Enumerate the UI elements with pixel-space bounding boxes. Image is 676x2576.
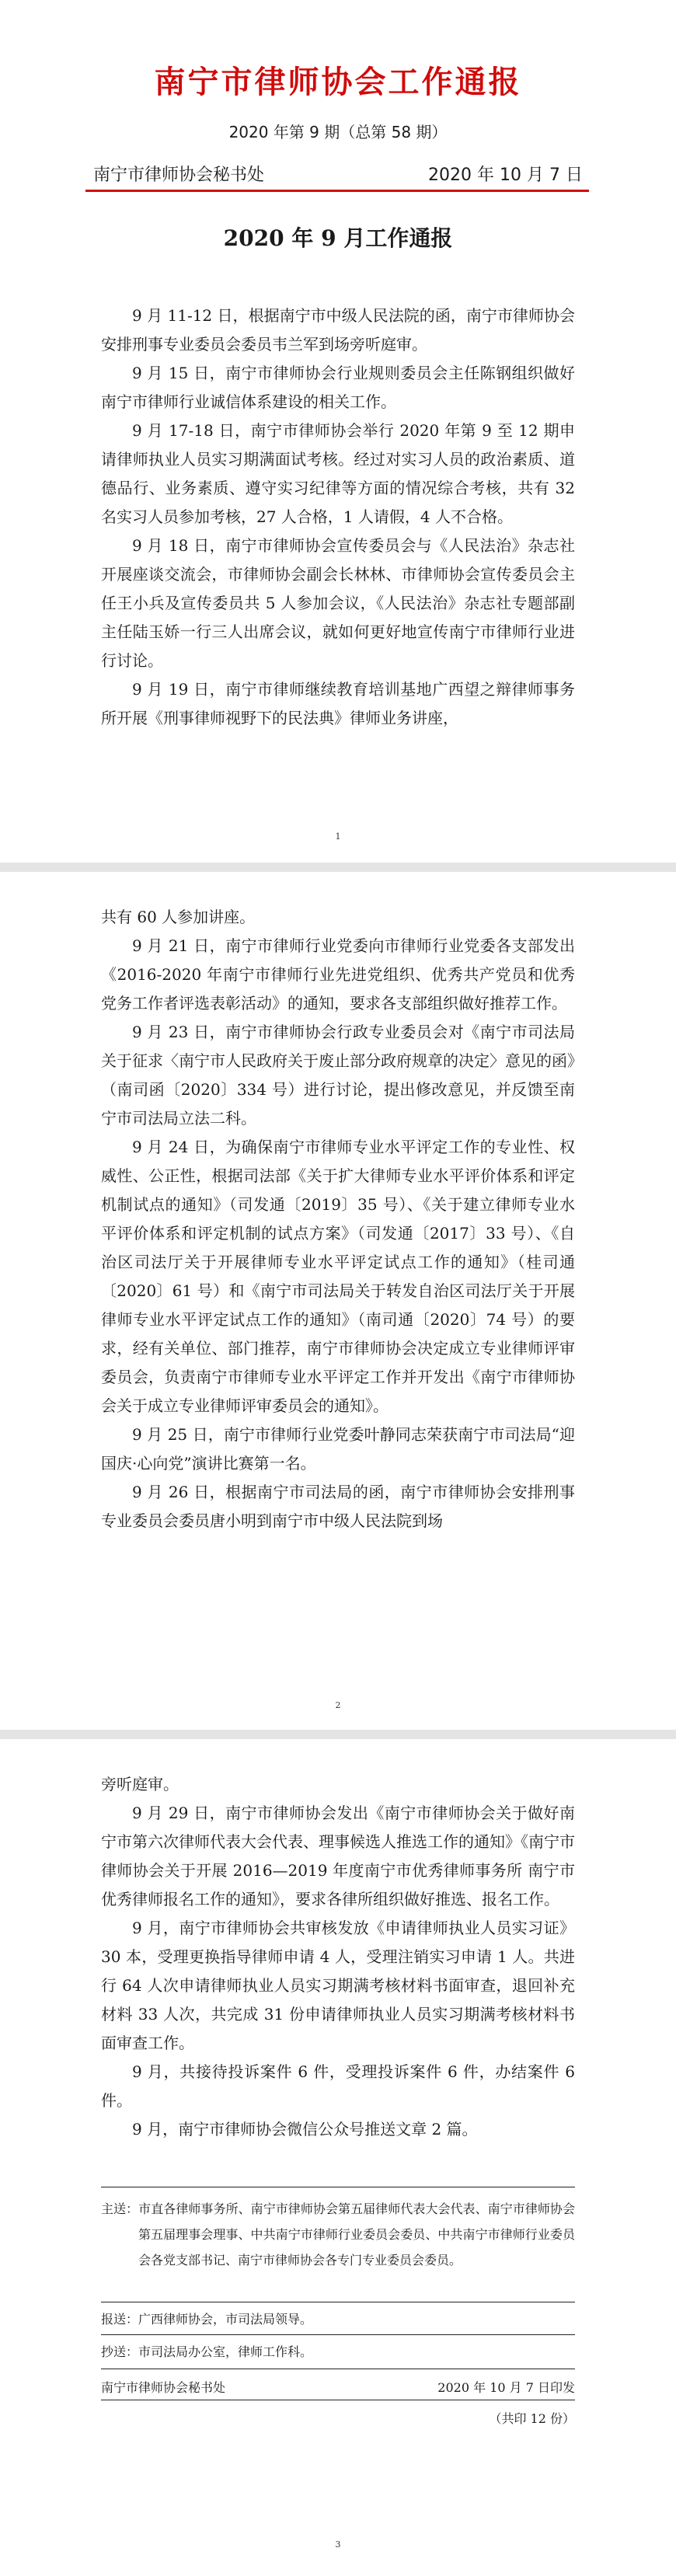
distribution-rule: [101, 2334, 575, 2335]
paragraph: 9 月 21 日，南宁市律师行业党委向市律师行业党委各支部发出《2016-2020 年南宁市律师行业先进党组织、优秀共产党员和优秀党务工作者评选表彰活动》的通知，要求各支部组织做好推荐工作。: [101, 936, 575, 1013]
distribution-block: [101, 2196, 575, 2273]
paragraph: 9 月，南宁市律师协会共审核发放《申请律师执业人员实习证》30 本，受理更换指导律师申请 4 人，受理注销实习申请 1 人。共进行 64 人次申请律师执业人员实习期满考核材料书面审查，退回补充材料 33 人次，共完成 31 份申请律师执业人员实习期满考核材料书面审查工作。: [101, 1919, 575, 2052]
report-block: [101, 2306, 575, 2332]
copy-recipients: 抄送：市司法局办公室，律师工作科。: [101, 2344, 313, 2359]
paragraph: 9 月 15 日，南宁市律师协会行业规则委员会主任陈钢组织做好南宁市律师行业诚信体系建设的相关工作。: [101, 364, 575, 411]
issue-number: 2020 年第 9 期（总第 58 期）: [228, 123, 448, 141]
body-text-page-3: [101, 1770, 575, 2144]
footer-print-date: 2020 年 10 月 7 日印发: [437, 2380, 575, 2395]
paragraph: 9 月 23 日，南宁市律师协会行政专业委员会对《南宁市司法局关于征求〈南宁市人民政府关于废止部分政府规章的决定〉意见的函》（南司函〔2020〕334 号）进行讨论，提出修改意见，并反馈至南宁市司法局立法二科。: [101, 1023, 575, 1128]
document-title: 2020 年 9 月工作通报: [223, 225, 453, 251]
paragraph: 9 月 18 日，南宁市律师协会宣传委员会与《人民法治》杂志社开展座谈交流会，市律师协会副会长林林、市律师协会宣传委员会主任王小兵及宣传委员共 5 人参加会议，《人民法治》杂志社专题部副主任陆玉娇一行三人出席会议，就如何更好地宣传南宁市律师行业进行讨论。: [101, 536, 575, 670]
page-2: [0, 872, 676, 1730]
page-3: [0, 1739, 676, 2576]
paragraph: 9 月 29 日，南宁市律师协会发出《南宁市律师协会关于做好南宁市第六次律师代表大会代表、理事候选人推选工作的通知》《南宁市律师协会关于开展 2016—2019 年度南宁市优秀律师事务所 南宁市优秀律师报名工作的通知》，要求各律所组织做好推选、报名工作。: [101, 1804, 575, 1908]
page-number: 2: [335, 1700, 341, 1710]
report-recipients: 报送：广西律师协会，市司法局领导。: [101, 2312, 313, 2327]
paragraph: 9 月 19 日，南宁市律师继续教育培训基地广西望之辩律师事务所开展《刑事律师视野下的民法典》律师业务讲座，: [101, 680, 575, 727]
copies-count: （共印 12 份）: [489, 2411, 575, 2426]
page-number: 3: [335, 2539, 341, 2550]
issue-date: 2020 年 10 月 7 日: [428, 166, 583, 185]
copy-block: [101, 2339, 575, 2365]
main-recipients: 主送：市直各律师事务所、南宁市律师协会第五届律师代表大会代表、南宁市律师协会第五届理事会理事、中共南宁市律师行业委员会委员、中共南宁市律师行业委员会各党支部书记、南宁市律师协会各专门专业委员会委员。: [101, 2201, 575, 2268]
newsletter-masthead: 南宁市律师协会工作通报: [154, 64, 522, 100]
issuing-office: 南宁市律师协会秘书处: [93, 166, 265, 185]
paragraph: 9 月 11-12 日，根据南宁市中级人民法院的函，南宁市律师协会安排刑事专业委员会委员韦兰军到场旁听庭审。: [101, 306, 575, 354]
paragraph: 9 月 24 日，为确保南宁市律师专业水平评定工作的专业性、权威性、公正性，根据司法部《关于扩大律师专业水平评价体系和评定机制试点的通知》（司发通〔2019〕35 号）、《关于建立律师专业水平评价体系和评定机制的试点方案》（司发通〔2017〕33 号）、《自治区司法厅关于开展律师专业水平评定试点工作的通知》（桂司通〔2020〕61 号）和《南宁市司法局关于转发自治区司法厅关于开展律师专业水平评定试点工作的通知》（南司通〔2020〕74 号）的要求，经有关单位、部门推荐，南宁市律师协会决定成立专业律师评审委员会，负责南宁市律师专业水平评定工作并开发出《南宁市律师协会关于成立专业律师评审委员会的通知》。: [101, 1138, 575, 1415]
page-1: [0, 0, 676, 863]
paragraph: 9 月 17-18 日，南宁市律师协会举行 2020 年第 9 至 12 期申请律师执业人员实习期满面试考核。经过对实习人员的政治素质、道德品行、业务素质、遵守实习纪律等方面的情况综合考核，共有 32 名实习人员参加考核，27 人合格，1 人请假，4 人不合格。: [101, 421, 575, 526]
page-number: 1: [335, 831, 341, 842]
footer-issuer: 南宁市律师协会秘书处: [101, 2380, 226, 2395]
body-text-page-1: [101, 302, 575, 733]
paragraph: 9 月，共接待投诉案件 6 件，受理投诉案件 6 件，办结案件 6 件。: [101, 2062, 575, 2110]
paragraph: 旁听庭审。: [101, 1775, 179, 1793]
paragraph: 9 月 26 日，根据南宁市司法局的函，南宁市律师协会安排刑事专业委员会委员唐小明到南宁市中级人民法院到场: [101, 1483, 575, 1530]
paragraph: 9 月，南宁市律师协会微信公众号推送文章 2 篇。: [132, 2120, 478, 2139]
paragraph: 9 月 25 日，南宁市律师行业党委叶静同志荣获南宁市司法局“迎国庆·心向党”演讲比赛第一名。: [101, 1425, 575, 1473]
paragraph: 共有 60 人参加讲座。: [101, 908, 256, 926]
body-text-page-2: [101, 903, 575, 1535]
red-separator-line: [85, 190, 589, 192]
